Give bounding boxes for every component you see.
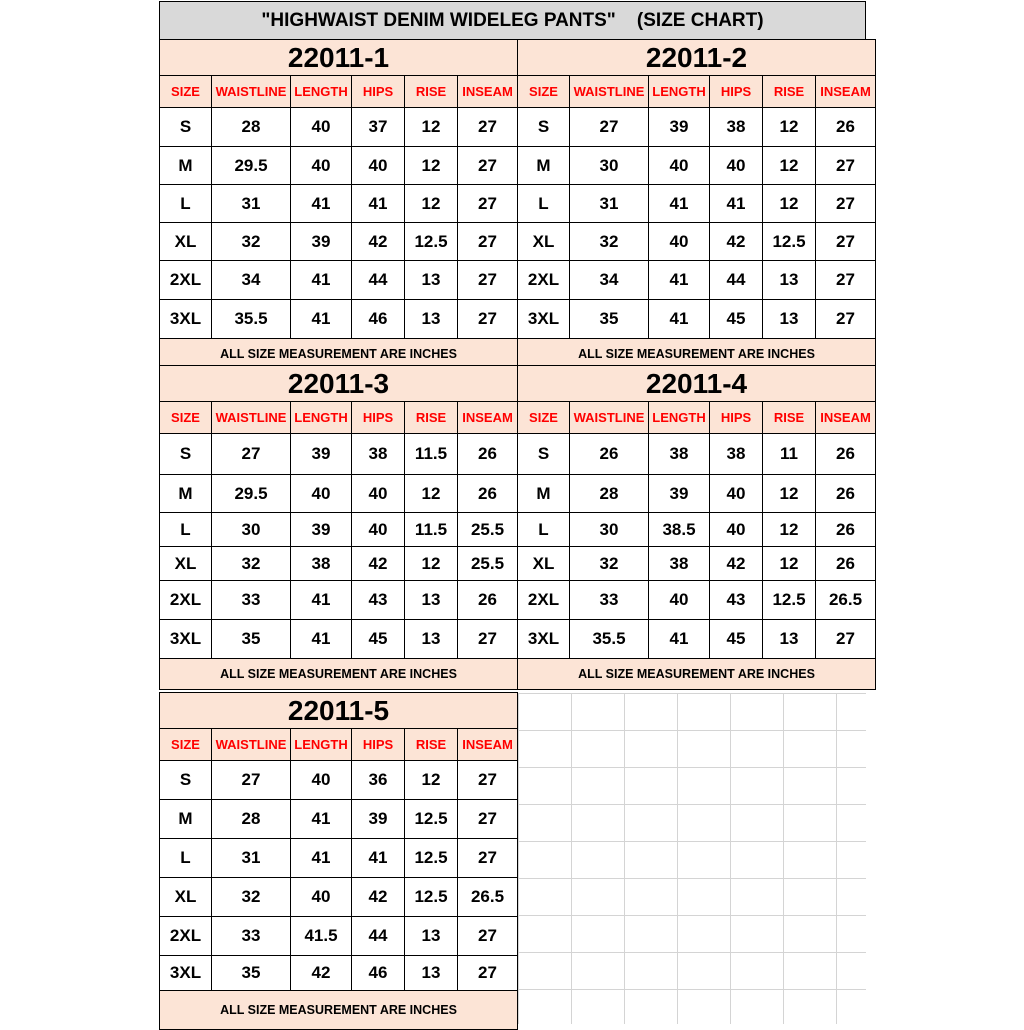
column-header-row	[518, 402, 876, 434]
cell-hips: 38	[710, 434, 763, 475]
column-header-size: SIZE	[518, 402, 570, 434]
column-header-row	[160, 76, 518, 108]
cell-length: 41	[291, 261, 352, 300]
cell-rise: 13	[763, 300, 816, 339]
size-table	[517, 39, 876, 370]
cell-length: 41	[291, 185, 352, 223]
table-row	[160, 300, 518, 339]
cell-size: 2XL	[518, 261, 570, 300]
cell-size: L	[160, 513, 212, 547]
cell-size: 3XL	[160, 300, 212, 339]
measurement-note: ALL SIZE MEASUREMENT ARE INCHES	[160, 659, 518, 690]
cell-hips: 46	[352, 300, 405, 339]
column-header-hips: HIPS	[710, 76, 763, 108]
cell-size: L	[160, 185, 212, 223]
cell-rise: 12	[763, 547, 816, 581]
cell-inseam: 26.5	[816, 581, 876, 620]
cell-waistline: 27	[212, 761, 291, 800]
cell-inseam: 26	[458, 581, 518, 620]
cell-hips: 45	[710, 300, 763, 339]
cell-size: 2XL	[160, 581, 212, 620]
column-header-hips: HIPS	[352, 402, 405, 434]
cell-rise: 13	[405, 581, 458, 620]
cell-inseam: 27	[816, 147, 876, 185]
cell-size: M	[160, 800, 212, 839]
cell-size: S	[518, 108, 570, 147]
cell-size: L	[518, 185, 570, 223]
cell-rise: 12	[405, 147, 458, 185]
size-chart-22011-2	[517, 39, 874, 370]
table-row	[518, 223, 876, 261]
column-header-waistline: WAISTLINE	[212, 76, 291, 108]
cell-inseam: 27	[458, 839, 518, 878]
cell-size: M	[518, 147, 570, 185]
column-header-hips: HIPS	[710, 402, 763, 434]
table-row	[160, 917, 518, 956]
cell-length: 40	[291, 147, 352, 185]
cell-inseam: 25.5	[458, 513, 518, 547]
column-header-waistline: WAISTLINE	[570, 402, 649, 434]
cell-hips: 40	[352, 475, 405, 513]
cell-rise: 12	[763, 475, 816, 513]
cell-inseam: 26	[816, 108, 876, 147]
cell-waistline: 32	[212, 878, 291, 917]
cell-length: 41	[291, 300, 352, 339]
cell-length: 38.5	[649, 513, 710, 547]
cell-rise: 12	[763, 513, 816, 547]
cell-hips: 39	[352, 800, 405, 839]
cell-size: 3XL	[160, 620, 212, 659]
cell-length: 40	[291, 761, 352, 800]
size-chart-22011-1	[159, 39, 516, 370]
column-header-size: SIZE	[160, 402, 212, 434]
cell-size: XL	[160, 547, 212, 581]
cell-rise: 13	[405, 956, 458, 991]
cell-inseam: 26	[816, 475, 876, 513]
table-row	[160, 800, 518, 839]
cell-length: 40	[649, 223, 710, 261]
cell-hips: 41	[352, 839, 405, 878]
cell-waistline: 27	[212, 434, 291, 475]
column-header-row	[518, 76, 876, 108]
cell-rise: 13	[405, 917, 458, 956]
cell-waistline: 34	[212, 261, 291, 300]
cell-length: 39	[649, 108, 710, 147]
cell-size: 2XL	[160, 917, 212, 956]
table-row	[518, 261, 876, 300]
cell-size: XL	[160, 223, 212, 261]
cell-inseam: 25.5	[458, 547, 518, 581]
table-row	[160, 839, 518, 878]
cell-rise: 13	[405, 300, 458, 339]
measurement-note: ALL SIZE MEASUREMENT ARE INCHES	[160, 991, 518, 1030]
cell-length: 41	[649, 261, 710, 300]
cell-inseam: 27	[458, 108, 518, 147]
cell-hips: 42	[710, 223, 763, 261]
column-header-length: LENGTH	[291, 402, 352, 434]
cell-rise: 11.5	[405, 434, 458, 475]
cell-length: 41	[649, 300, 710, 339]
cell-inseam: 26	[816, 434, 876, 475]
column-header-length: LENGTH	[291, 76, 352, 108]
table-row	[160, 185, 518, 223]
column-header-row	[160, 402, 518, 434]
cell-length: 42	[291, 956, 352, 991]
cell-length: 41	[291, 620, 352, 659]
column-header-inseam: INSEAM	[816, 402, 876, 434]
table-row	[160, 223, 518, 261]
cell-rise: 12	[405, 108, 458, 147]
table-row	[518, 108, 876, 147]
cell-waistline: 32	[570, 223, 649, 261]
cell-waistline: 30	[212, 513, 291, 547]
cell-inseam: 27	[458, 300, 518, 339]
cell-rise: 12	[763, 185, 816, 223]
column-header-hips: HIPS	[352, 76, 405, 108]
cell-inseam: 27	[458, 261, 518, 300]
cell-size: 3XL	[518, 300, 570, 339]
cell-hips: 41	[710, 185, 763, 223]
cell-length: 40	[291, 878, 352, 917]
cell-length: 41	[649, 185, 710, 223]
table-row	[160, 547, 518, 581]
column-header-inseam: INSEAM	[458, 76, 518, 108]
cell-length: 40	[649, 581, 710, 620]
column-header-waistline: WAISTLINE	[570, 76, 649, 108]
column-header-length: LENGTH	[649, 402, 710, 434]
table-row	[518, 475, 876, 513]
cell-inseam: 27	[458, 917, 518, 956]
cell-rise: 12	[763, 147, 816, 185]
cell-length: 39	[291, 223, 352, 261]
cell-waistline: 33	[212, 581, 291, 620]
cell-length: 38	[649, 434, 710, 475]
table-row	[160, 581, 518, 620]
cell-inseam: 27	[816, 300, 876, 339]
cell-inseam: 27	[816, 620, 876, 659]
cell-waistline: 26	[570, 434, 649, 475]
empty-spreadsheet-grid	[518, 693, 866, 1024]
cell-length: 39	[291, 434, 352, 475]
cell-inseam: 27	[458, 620, 518, 659]
cell-waistline: 33	[212, 917, 291, 956]
column-header-hips: HIPS	[352, 729, 405, 761]
table-row	[160, 513, 518, 547]
cell-hips: 45	[710, 620, 763, 659]
cell-waistline: 31	[212, 185, 291, 223]
cell-inseam: 27	[458, 147, 518, 185]
table-row	[160, 434, 518, 475]
cell-waistline: 28	[212, 800, 291, 839]
column-header-inseam: INSEAM	[816, 76, 876, 108]
cell-size: M	[518, 475, 570, 513]
cell-waistline: 35	[570, 300, 649, 339]
cell-size: S	[518, 434, 570, 475]
cell-inseam: 27	[458, 223, 518, 261]
size-table	[159, 692, 518, 1030]
cell-waistline: 29.5	[212, 475, 291, 513]
cell-hips: 44	[352, 917, 405, 956]
cell-inseam: 26	[458, 475, 518, 513]
cell-size: XL	[518, 547, 570, 581]
cell-hips: 40	[710, 147, 763, 185]
cell-inseam: 26.5	[458, 878, 518, 917]
column-header-waistline: WAISTLINE	[212, 729, 291, 761]
cell-rise: 12.5	[405, 878, 458, 917]
size-chart-22011-3	[159, 365, 516, 690]
cell-hips: 43	[352, 581, 405, 620]
cell-waistline: 31	[570, 185, 649, 223]
column-header-rise: RISE	[763, 76, 816, 108]
cell-length: 38	[649, 547, 710, 581]
cell-waistline: 27	[570, 108, 649, 147]
measurement-note: ALL SIZE MEASUREMENT ARE INCHES	[518, 339, 876, 370]
cell-size: M	[160, 475, 212, 513]
cell-inseam: 27	[816, 223, 876, 261]
cell-rise: 12.5	[763, 581, 816, 620]
chart-title: "HIGHWAIST DENIM WIDELEG PANTS" (SIZE CHART)	[159, 1, 866, 40]
cell-hips: 42	[352, 878, 405, 917]
cell-hips: 37	[352, 108, 405, 147]
style-code: 22011-1	[160, 40, 518, 76]
cell-hips: 46	[352, 956, 405, 991]
cell-size: L	[160, 839, 212, 878]
cell-waistline: 29.5	[212, 147, 291, 185]
cell-rise: 11.5	[405, 513, 458, 547]
table-row	[518, 547, 876, 581]
cell-hips: 42	[710, 547, 763, 581]
cell-hips: 43	[710, 581, 763, 620]
column-header-rise: RISE	[405, 402, 458, 434]
cell-waistline: 30	[570, 513, 649, 547]
cell-hips: 38	[352, 434, 405, 475]
cell-hips: 40	[352, 513, 405, 547]
style-code: 22011-3	[160, 366, 518, 402]
cell-size: 2XL	[518, 581, 570, 620]
cell-rise: 12	[405, 761, 458, 800]
cell-hips: 42	[352, 223, 405, 261]
table-row	[518, 620, 876, 659]
cell-rise: 11	[763, 434, 816, 475]
column-header-row	[160, 729, 518, 761]
column-header-size: SIZE	[160, 729, 212, 761]
cell-hips: 40	[710, 475, 763, 513]
cell-size: M	[160, 147, 212, 185]
cell-length: 41	[291, 581, 352, 620]
table-row	[518, 185, 876, 223]
column-header-length: LENGTH	[291, 729, 352, 761]
cell-length: 41	[649, 620, 710, 659]
cell-hips: 45	[352, 620, 405, 659]
cell-inseam: 27	[816, 185, 876, 223]
cell-length: 41	[291, 839, 352, 878]
cell-waistline: 28	[212, 108, 291, 147]
cell-hips: 42	[352, 547, 405, 581]
column-header-rise: RISE	[763, 402, 816, 434]
cell-inseam: 26	[816, 547, 876, 581]
table-row	[160, 261, 518, 300]
cell-inseam: 27	[458, 185, 518, 223]
size-chart-22011-4	[517, 365, 874, 690]
cell-waistline: 28	[570, 475, 649, 513]
column-header-rise: RISE	[405, 729, 458, 761]
column-header-waistline: WAISTLINE	[212, 402, 291, 434]
cell-size: L	[518, 513, 570, 547]
cell-rise: 13	[763, 620, 816, 659]
table-row	[160, 956, 518, 991]
cell-inseam: 27	[816, 261, 876, 300]
cell-rise: 12	[405, 547, 458, 581]
cell-rise: 12	[405, 185, 458, 223]
cell-rise: 13	[763, 261, 816, 300]
cell-rise: 12.5	[405, 223, 458, 261]
column-header-size: SIZE	[518, 76, 570, 108]
cell-size: XL	[160, 878, 212, 917]
cell-size: 2XL	[160, 261, 212, 300]
cell-size: S	[160, 434, 212, 475]
table-row	[160, 878, 518, 917]
column-header-inseam: INSEAM	[458, 402, 518, 434]
cell-length: 41.5	[291, 917, 352, 956]
size-chart-22011-5	[159, 692, 516, 1030]
cell-hips: 44	[352, 261, 405, 300]
style-code: 22011-2	[518, 40, 876, 76]
cell-length: 41	[291, 800, 352, 839]
cell-rise: 12.5	[405, 800, 458, 839]
table-row	[518, 513, 876, 547]
cell-size: S	[160, 761, 212, 800]
cell-rise: 12.5	[763, 223, 816, 261]
cell-waistline: 35.5	[212, 300, 291, 339]
cell-hips: 38	[710, 108, 763, 147]
table-row	[518, 581, 876, 620]
cell-hips: 40	[710, 513, 763, 547]
cell-hips: 36	[352, 761, 405, 800]
cell-hips: 40	[352, 147, 405, 185]
cell-size: XL	[518, 223, 570, 261]
cell-waistline: 30	[570, 147, 649, 185]
cell-rise: 12	[763, 108, 816, 147]
cell-length: 39	[291, 513, 352, 547]
cell-length: 38	[291, 547, 352, 581]
table-row	[518, 147, 876, 185]
measurement-note: ALL SIZE MEASUREMENT ARE INCHES	[160, 339, 518, 370]
cell-rise: 12.5	[405, 839, 458, 878]
cell-length: 39	[649, 475, 710, 513]
cell-waistline: 32	[212, 547, 291, 581]
cell-waistline: 35	[212, 620, 291, 659]
cell-rise: 13	[405, 620, 458, 659]
style-code: 22011-5	[160, 693, 518, 729]
cell-hips: 44	[710, 261, 763, 300]
cell-length: 40	[649, 147, 710, 185]
cell-inseam: 26	[458, 434, 518, 475]
cell-waistline: 32	[212, 223, 291, 261]
cell-length: 40	[291, 475, 352, 513]
cell-hips: 41	[352, 185, 405, 223]
table-row	[160, 475, 518, 513]
cell-rise: 13	[405, 261, 458, 300]
style-code: 22011-4	[518, 366, 876, 402]
cell-length: 40	[291, 108, 352, 147]
size-table	[159, 39, 518, 370]
cell-rise: 12	[405, 475, 458, 513]
cell-waistline: 35.5	[570, 620, 649, 659]
column-header-rise: RISE	[405, 76, 458, 108]
column-header-size: SIZE	[160, 76, 212, 108]
cell-size: S	[160, 108, 212, 147]
table-row	[518, 300, 876, 339]
table-row	[160, 761, 518, 800]
size-table	[517, 365, 876, 690]
table-row	[160, 147, 518, 185]
table-row	[160, 620, 518, 659]
cell-inseam: 27	[458, 761, 518, 800]
cell-waistline: 31	[212, 839, 291, 878]
cell-waistline: 34	[570, 261, 649, 300]
cell-inseam: 27	[458, 800, 518, 839]
column-header-inseam: INSEAM	[458, 729, 518, 761]
size-table	[159, 365, 518, 690]
cell-waistline: 35	[212, 956, 291, 991]
table-row	[518, 434, 876, 475]
cell-inseam: 27	[458, 956, 518, 991]
cell-size: 3XL	[518, 620, 570, 659]
measurement-note: ALL SIZE MEASUREMENT ARE INCHES	[518, 659, 876, 690]
cell-waistline: 33	[570, 581, 649, 620]
cell-waistline: 32	[570, 547, 649, 581]
column-header-length: LENGTH	[649, 76, 710, 108]
cell-size: 3XL	[160, 956, 212, 991]
cell-inseam: 26	[816, 513, 876, 547]
table-row	[160, 108, 518, 147]
